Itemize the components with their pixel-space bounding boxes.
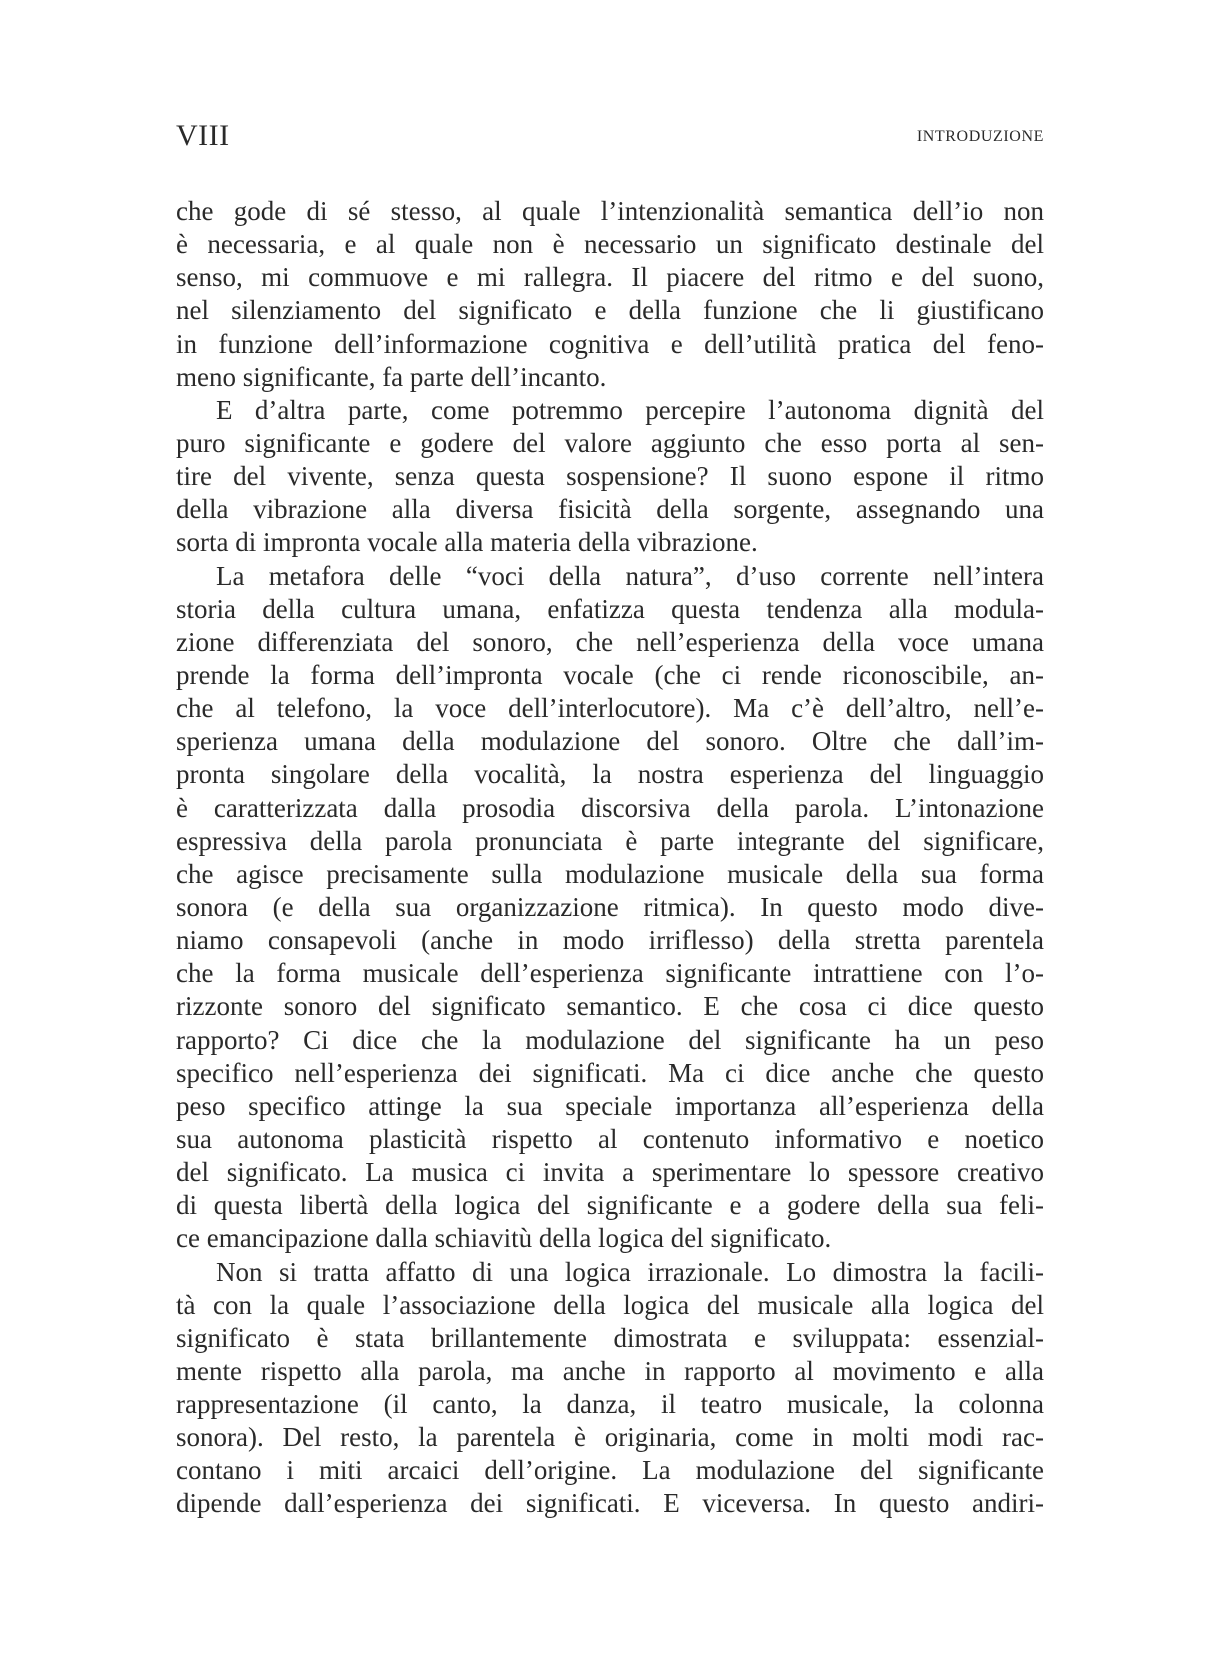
text-line: sonora (e della sua organizzazione ritmica). In questo modo dive- [176, 891, 1044, 922]
text-line: contano i miti arcaici dell’origine. La modulazione del significante [176, 1455, 1044, 1486]
page-number: VIII [176, 119, 230, 152]
text-line: in funzione dell’informazione cognitiva e dell’utilità pratica del feno- [176, 328, 1044, 359]
text-line: sonora). Del resto, la parentela è originaria, come in molti modi rac- [176, 1422, 1044, 1453]
text-line: che agisce precisamente sulla modulazione musicale della sua forma [176, 858, 1044, 889]
text-line: ce emancipazione dalla schiavitù della logica del significato. [176, 1223, 832, 1254]
text-line: è caratterizzata dalla prosodia discorsiva della parola. L’intonazione [176, 792, 1044, 823]
text-line: del significato. La musica ci invita a sperimentare lo spessore creativo [176, 1157, 1044, 1188]
text-line: meno significante, fa parte dell’incanto. [176, 361, 607, 392]
text-line: peso specifico attinge la sua speciale importanza all’esperienza della [176, 1090, 1044, 1121]
text-line: rappresentazione (il canto, la danza, il teatro musicale, la colonna [176, 1389, 1044, 1420]
text-line: pronta singolare della vocalità, la nostra esperienza del linguaggio [176, 759, 1044, 790]
body-text [176, 195, 1044, 1521]
text-line: tire del vivente, senza questa sospensione? Il suono espone il ritmo [176, 461, 1044, 492]
text-line: di questa libertà della logica del significante e a godere della sua feli- [176, 1190, 1044, 1221]
text-line: specifico nell’esperienza dei significati. Ma ci dice anche che questo [176, 1057, 1044, 1088]
text-line: che gode di sé stesso, al quale l’intenzionalità semantica dell’io non [176, 196, 1044, 226]
text-line: che al telefono, la voce dell’interlocutore). Ma c’è dell’altro, nell’e- [176, 693, 1044, 724]
text-line: sperienza umana della modulazione del sonoro. Oltre che dall’im- [176, 726, 1044, 757]
running-head: INTRODUZIONE [916, 128, 1044, 145]
paragraph-first-line: Non si tratta affatto di una logica irrazionale. Lo dimostra la facili- [216, 1256, 1044, 1287]
text-line: dipende dall’esperienza dei significati. E viceversa. In questo andiri- [176, 1488, 1044, 1519]
text-line: storia della cultura umana, enfatizza questa tendenza alla modula- [176, 593, 1044, 624]
text-line: è necessaria, e al quale non è necessario un significato destinale del [176, 229, 1044, 260]
text-line: sorta di impronta vocale alla materia della vibrazione. [176, 527, 758, 558]
text-line: zione differenziata del sonoro, che nell’esperienza della voce umana [176, 626, 1044, 657]
text-line: puro significante e godere del valore aggiunto che esso porta al sen- [176, 427, 1044, 458]
text-line: della vibrazione alla diversa fisicità della sorgente, assegnando una [176, 494, 1044, 525]
text-line: senso, mi commuove e mi rallegra. Il piacere del ritmo e del suono, [176, 262, 1044, 293]
text-line: mente rispetto alla parola, ma anche in rapporto al movimento e alla [176, 1355, 1044, 1386]
text-line: tà con la quale l’associazione della logica del musicale alla logica del [176, 1289, 1044, 1320]
paragraph-first-line: La metafora delle “voci della natura”, d’uso corrente nell’intera [216, 560, 1044, 591]
text-line: prende la forma dell’impronta vocale (che ci rende riconoscibile, an- [176, 659, 1044, 690]
text-line: rapporto? Ci dice che la modulazione del significante ha un peso [176, 1024, 1044, 1055]
text-line: niamo consapevoli (anche in modo irriflesso) della stretta parentela [176, 925, 1044, 956]
text-line: espressiva della parola pronunciata è parte integrante del significare, [176, 825, 1044, 856]
text-line: che la forma musicale dell’esperienza significante intrattiene con l’o- [176, 958, 1044, 989]
text-line: rizzonte sonoro del significato semantico. E che cosa ci dice questo [176, 991, 1044, 1022]
text-line: nel silenziamento del significato e della funzione che li giustificano [176, 295, 1044, 326]
text-line: sua autonoma plasticità rispetto al contenuto informativo e noetico [176, 1123, 1044, 1154]
paragraph-first-line: E d’altra parte, come potremmo percepire l’autonoma dignità del [216, 394, 1044, 425]
text-line: significato è stata brillantemente dimostrata e sviluppata: essenzial- [176, 1322, 1044, 1353]
